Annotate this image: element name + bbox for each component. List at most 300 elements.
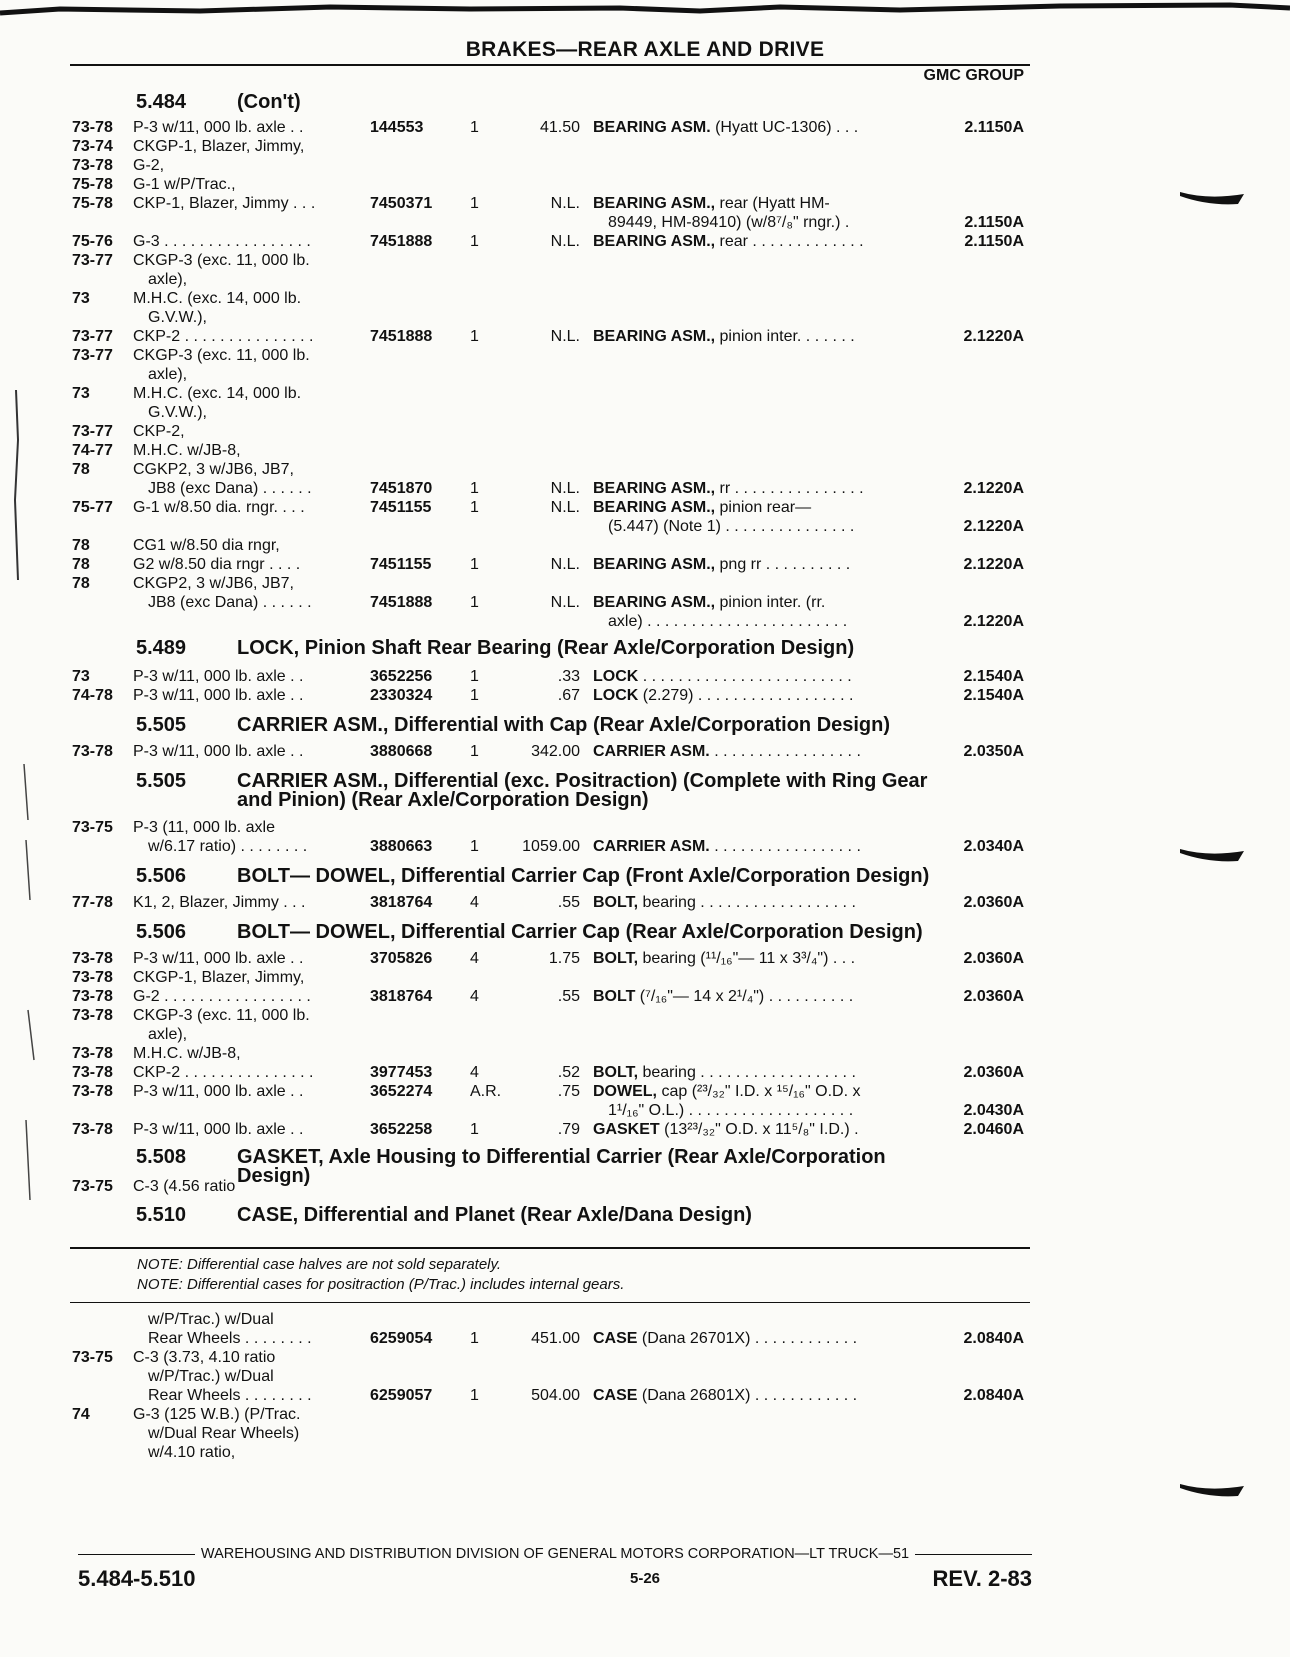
parts-row <box>0 327 1290 347</box>
row-group-code: 2.1150A <box>964 119 1024 136</box>
parts-row <box>0 479 1290 499</box>
row-application: G-2, <box>133 157 165 174</box>
row-description <box>593 1063 856 1083</box>
parts-row <box>0 403 1290 423</box>
row-application: P-3 w/11, 000 lb. axle . . <box>133 950 304 967</box>
row-application: CKGP-1, Blazer, Jimmy, <box>133 138 305 155</box>
parts-row <box>0 422 1290 442</box>
row-description <box>593 742 861 762</box>
description-item: CARRIER ASM. <box>593 838 710 855</box>
description-item: BEARING ASM., <box>593 195 716 212</box>
section-title: LOCK, Pinion Shaft Rear Bearing (Rear Axle/Corporation Design) <box>237 637 855 659</box>
row-quantity: 1 <box>470 743 479 760</box>
parts-row <box>0 346 1290 366</box>
parts-row <box>0 1025 1290 1045</box>
row-application: P-3 w/11, 000 lb. axle . . <box>133 668 304 685</box>
row-application: G.V.W.), <box>148 404 207 421</box>
row-description <box>593 194 830 214</box>
parts-row <box>0 1405 1290 1425</box>
row-description <box>593 232 864 252</box>
parts-row <box>0 498 1290 518</box>
section-number: 5.508 <box>136 1146 187 1168</box>
row-application: Rear Wheels . . . . . . . . <box>148 1330 312 1347</box>
row-year: 73-78 <box>72 1121 113 1138</box>
row-group-code: 2.0430A <box>963 1102 1024 1119</box>
description-item: LOCK <box>593 687 639 704</box>
row-year: 75-76 <box>72 233 113 250</box>
parts-row <box>0 1443 1290 1463</box>
row-quantity: 1 <box>470 328 479 345</box>
row-application: CKGP-3 (exc. 11, 000 lb. <box>133 252 310 269</box>
row-year: 73 <box>72 668 90 685</box>
parts-row <box>0 1310 1290 1330</box>
note-line: NOTE: Differential cases for positraction (P/Trac.) includes internal gears. <box>137 1276 625 1293</box>
description-detail: (13²³/₃₂" O.D. x 11⁵/₈" I.D.) . <box>659 1121 859 1138</box>
description-item: BEARING ASM., <box>593 233 716 250</box>
parts-row <box>0 156 1290 176</box>
row-year: 75-77 <box>72 499 113 516</box>
description-item: BEARING ASM., <box>593 594 716 611</box>
row-price: 1059.00 <box>522 838 580 855</box>
row-part-number: 6259054 <box>370 1330 433 1347</box>
row-price: N.L. <box>550 480 580 497</box>
scan-margin-mark <box>6 380 26 600</box>
row-part-number: 3818764 <box>370 894 433 911</box>
section-number: 5.484 <box>136 91 187 113</box>
row-application: w/Dual Rear Wheels) <box>148 1425 300 1442</box>
parts-row <box>0 686 1290 706</box>
row-description <box>593 1329 857 1349</box>
parts-row <box>0 1006 1290 1026</box>
footer-range: 5.484-5.510 <box>78 1566 196 1591</box>
row-price: .75 <box>557 1083 580 1100</box>
row-year: 73-78 <box>72 988 113 1005</box>
row-part-number: 6259057 <box>370 1387 433 1404</box>
row-year: 73-75 <box>72 819 113 836</box>
row-group-code: 2.1220A <box>963 556 1024 573</box>
description-detail: rear . . . . . . . . . . . . . <box>715 233 864 250</box>
section-number: 5.510 <box>136 1204 187 1226</box>
row-part-number: 7451888 <box>370 233 433 250</box>
description-detail: 1¹/₁₆" O.L.) . . . . . . . . . . . . . . . . . . . <box>608 1102 854 1119</box>
row-year: 73-75 <box>72 1178 113 1195</box>
row-part-number: 7451155 <box>370 499 432 516</box>
parts-row <box>0 1101 1290 1121</box>
binder-tab-mark <box>1178 1478 1248 1500</box>
description-item: BEARING ASM., <box>593 328 716 345</box>
row-year: 78 <box>72 556 90 573</box>
row-description <box>608 517 854 537</box>
footer-rule <box>915 1554 1032 1555</box>
row-price: .55 <box>557 988 580 1005</box>
row-part-number: 3880668 <box>370 743 433 760</box>
scan-edge-mark <box>0 0 1290 18</box>
description-detail: . . . . . . . . . . . . . . . . . <box>709 838 861 855</box>
row-application: P-3 w/11, 000 lb. axle . . <box>133 1121 304 1138</box>
row-application: M.H.C. (exc. 14, 000 lb. <box>133 385 302 402</box>
row-part-number: 3652256 <box>370 668 433 685</box>
row-year: 73-74 <box>72 138 113 155</box>
section-number: 5.506 <box>136 865 187 887</box>
parts-row <box>0 612 1290 632</box>
row-price: .52 <box>557 1064 580 1081</box>
parts-row <box>0 270 1290 290</box>
row-group-code: 2.0340A <box>963 838 1024 855</box>
row-application: axle), <box>148 366 188 383</box>
binder-tab-mark <box>1178 843 1248 865</box>
parts-row <box>0 536 1290 556</box>
row-description <box>593 1120 859 1140</box>
row-application: C-3 (3.73, 4.10 ratio <box>133 1349 276 1366</box>
section-number: 5.505 <box>136 714 187 736</box>
row-price: 41.50 <box>539 119 580 136</box>
row-quantity: 1 <box>470 668 479 685</box>
row-application: CKGP-3 (exc. 11, 000 lb. <box>133 1007 310 1024</box>
row-part-number: 2330324 <box>370 687 433 704</box>
row-description <box>593 987 853 1007</box>
row-group-code: 2.0360A <box>963 894 1024 911</box>
row-quantity: 4 <box>470 894 479 911</box>
section-title: GASKET, Axle Housing to Differential Carrier (Rear Axle/Corporation <box>237 1146 886 1168</box>
row-application: M.H.C. w/JB-8, <box>133 442 241 459</box>
note-rule-top <box>70 1247 1030 1249</box>
row-year: 74-78 <box>72 687 113 704</box>
parts-row <box>0 232 1290 252</box>
row-year: 74 <box>72 1406 90 1423</box>
note-line: NOTE: Differential case halves are not sold separately. <box>137 1256 502 1273</box>
description-item: BOLT, <box>593 894 639 911</box>
row-quantity: 1 <box>470 119 479 136</box>
section-number: 5.489 <box>136 637 187 659</box>
parts-row <box>0 667 1290 687</box>
parts-row <box>0 365 1290 385</box>
row-application: w/P/Trac.) w/Dual <box>148 1368 274 1385</box>
description-item: BOLT, <box>593 1064 639 1081</box>
parts-row <box>0 987 1290 1007</box>
row-application: w/6.17 ratio) . . . . . . . . <box>148 838 308 855</box>
row-application: G-3 . . . . . . . . . . . . . . . . . <box>133 233 311 250</box>
row-year: 73-78 <box>72 1045 113 1062</box>
description-item: CARRIER ASM. <box>593 743 710 760</box>
row-quantity: 1 <box>470 556 479 573</box>
section-title: BOLT— DOWEL, Differential Carrier Cap (Front Axle/Corporation Design) <box>237 865 930 887</box>
description-item: BEARING ASM., <box>593 499 716 516</box>
row-group-code: 2.0360A <box>963 988 1024 1005</box>
description-item: BEARING ASM. <box>593 119 711 136</box>
footer-rule <box>78 1554 195 1555</box>
row-application: JB8 (exc Dana) . . . . . . <box>148 480 312 497</box>
row-part-number: 3818764 <box>370 988 433 1005</box>
row-price: N.L. <box>550 195 580 212</box>
parts-row <box>0 1367 1290 1387</box>
parts-row <box>0 968 1290 988</box>
row-price: N.L. <box>550 233 580 250</box>
row-quantity: 1 <box>470 1387 479 1404</box>
section-title: CARRIER ASM., Differential with Cap (Rear Axle/Corporation Design) <box>237 714 891 736</box>
parts-row <box>0 1329 1290 1349</box>
section-title: (Con't) <box>237 91 301 113</box>
row-application: P-3 w/11, 000 lb. axle . . <box>133 1083 304 1100</box>
row-quantity: 1 <box>470 594 479 611</box>
row-application: G2 w/8.50 dia rngr . . . . <box>133 556 301 573</box>
row-part-number: 3652274 <box>370 1083 433 1100</box>
description-detail: png rr . . . . . . . . . . <box>715 556 851 573</box>
description-detail: . . . . . . . . . . . . . . . . . . . . . . . . <box>638 668 852 685</box>
row-group-code: 2.1150A <box>964 233 1024 250</box>
description-detail: pinion inter. . . . . . . <box>715 328 855 345</box>
row-year: 73-78 <box>72 157 113 174</box>
section-title: BOLT— DOWEL, Differential Carrier Cap (Rear Axle/Corporation Design) <box>237 921 923 943</box>
binder-tab-mark <box>1178 186 1248 208</box>
row-quantity: A.R. <box>470 1083 502 1100</box>
description-item: BOLT, <box>593 950 639 967</box>
row-description <box>593 893 856 913</box>
header-rule <box>70 64 1030 66</box>
row-year: 73-77 <box>72 347 113 364</box>
description-detail: (⁷/₁₆"— 14 x 2¹/₄") . . . . . . . . . . <box>635 988 854 1005</box>
row-group-code: 2.0840A <box>963 1330 1024 1347</box>
row-quantity: 4 <box>470 1064 479 1081</box>
parts-row <box>0 555 1290 575</box>
row-year: 73-78 <box>72 950 113 967</box>
row-description <box>593 498 811 518</box>
row-group-code: 2.1220A <box>963 613 1024 630</box>
scan-margin-mark <box>6 760 36 1260</box>
row-part-number: 7451888 <box>370 328 433 345</box>
description-detail: rear (Hyatt HM- <box>715 195 830 212</box>
row-application: P-3 w/11, 000 lb. axle . . <box>133 119 304 136</box>
row-description <box>593 479 864 499</box>
parts-row <box>0 837 1290 857</box>
row-group-code: 2.1540A <box>963 687 1024 704</box>
parts-row <box>0 517 1290 537</box>
description-detail: (2.279) . . . . . . . . . . . . . . . . . . <box>638 687 854 704</box>
row-application: G-2 . . . . . . . . . . . . . . . . . <box>133 988 311 1005</box>
row-price: N.L. <box>550 594 580 611</box>
row-application: w/P/Trac.) w/Dual <box>148 1311 274 1328</box>
parts-row <box>0 1044 1290 1064</box>
row-part-number: 3977453 <box>370 1064 433 1081</box>
row-description <box>593 686 854 706</box>
description-item: LOCK <box>593 668 639 685</box>
description-detail: (Dana 26701X) . . . . . . . . . . . . <box>637 1330 858 1347</box>
row-quantity: 1 <box>470 499 479 516</box>
row-application: CGKP2, 3 w/JB6, JB7, <box>133 461 294 478</box>
row-quantity: 1 <box>470 480 479 497</box>
row-year: 73-78 <box>72 1064 113 1081</box>
row-description <box>593 1386 857 1406</box>
description-detail: (Hyatt UC-1306) . . . <box>710 119 859 136</box>
description-item: GASKET <box>593 1121 660 1138</box>
parts-row <box>0 1063 1290 1083</box>
section-title: CASE, Differential and Planet (Rear Axle/Dana Design) <box>237 1204 752 1226</box>
row-group-code: 2.1220A <box>963 480 1024 497</box>
row-part-number: 3880663 <box>370 838 433 855</box>
description-detail: rr . . . . . . . . . . . . . . . <box>715 480 864 497</box>
row-application: K1, 2, Blazer, Jimmy . . . <box>133 894 306 911</box>
row-application: G-1 w/P/Trac., <box>133 176 236 193</box>
row-application: Rear Wheels . . . . . . . . <box>148 1387 312 1404</box>
description-item: BOLT <box>593 988 636 1005</box>
row-year: 75-78 <box>72 195 113 212</box>
row-quantity: 1 <box>470 687 479 704</box>
row-price: .67 <box>557 687 580 704</box>
row-application: M.H.C. w/JB-8, <box>133 1045 241 1062</box>
footer-division <box>78 1546 1032 1562</box>
parts-row <box>0 893 1290 913</box>
parts-row <box>0 1424 1290 1444</box>
page-title: BRAKES—REAR AXLE AND DRIVE <box>465 38 825 61</box>
row-price: .55 <box>557 894 580 911</box>
description-item: BEARING ASM., <box>593 480 716 497</box>
row-part-number: 3705826 <box>370 950 433 967</box>
row-year: 73-78 <box>72 119 113 136</box>
row-application: G.V.W.), <box>148 309 207 326</box>
row-quantity: 1 <box>470 195 479 212</box>
section-number: 5.505 <box>136 770 187 792</box>
row-part-number: 7451870 <box>370 480 433 497</box>
row-part-number: 144553 <box>370 119 424 136</box>
description-item: BEARING ASM., <box>593 556 716 573</box>
parts-row <box>0 1348 1290 1368</box>
row-application: CKP-2 . . . . . . . . . . . . . . . <box>133 328 314 345</box>
row-application: CKGP-1, Blazer, Jimmy, <box>133 969 305 986</box>
description-item: DOWEL, <box>593 1083 657 1100</box>
row-year: 73 <box>72 385 90 402</box>
row-description <box>593 837 861 857</box>
row-quantity: 1 <box>470 1330 479 1347</box>
description-detail: 89449, HM-89410) (w/8⁷/₈" rngr.) . <box>608 214 850 231</box>
row-group-code: 2.1540A <box>963 668 1024 685</box>
description-detail: bearing . . . . . . . . . . . . . . . . . . <box>638 1064 856 1081</box>
row-year: 73-77 <box>72 423 113 440</box>
row-description <box>593 555 850 575</box>
parts-row <box>0 251 1290 271</box>
description-detail: pinion rear— <box>715 499 812 516</box>
row-group-code: 2.0360A <box>963 950 1024 967</box>
row-application: CKGP2, 3 w/JB6, JB7, <box>133 575 294 592</box>
row-year: 73-78 <box>72 969 113 986</box>
description-item: CASE <box>593 1387 638 1404</box>
description-detail: cap (²³/₃₂" I.D. x ¹⁵/₁₆" O.D. x <box>657 1083 861 1100</box>
parts-row <box>0 289 1290 309</box>
row-quantity: 4 <box>470 988 479 1005</box>
parts-row <box>0 175 1290 195</box>
row-application: G-1 w/8.50 dia. rngr. . . . <box>133 499 305 516</box>
footer-division-text: WAREHOUSING AND DISTRIBUTION DIVISION OF GENERAL MOTORS CORPORATION—LT TRUCK—51 <box>200 1546 910 1562</box>
row-year: 73-77 <box>72 328 113 345</box>
row-price: N.L. <box>550 328 580 345</box>
parts-row <box>0 118 1290 138</box>
row-year: 73-78 <box>72 1007 113 1024</box>
parts-row <box>0 441 1290 461</box>
row-price: 451.00 <box>531 1330 580 1347</box>
row-application: axle), <box>148 271 188 288</box>
row-year: 74-77 <box>72 442 113 459</box>
row-description <box>608 612 847 632</box>
description-detail: bearing . . . . . . . . . . . . . . . . . . <box>638 894 856 911</box>
row-quantity: 1 <box>470 1121 479 1138</box>
row-group-code: 2.1220A <box>963 518 1024 535</box>
row-year: 77-78 <box>72 894 113 911</box>
row-part-number: 7451888 <box>370 594 433 611</box>
row-description <box>593 327 855 347</box>
row-group-code: 2.1220A <box>963 328 1024 345</box>
row-application: CG1 w/8.50 dia rngr, <box>133 537 280 554</box>
row-quantity: 1 <box>470 838 479 855</box>
parts-row <box>0 949 1290 969</box>
row-description <box>608 213 849 233</box>
row-group-code: 2.0840A <box>963 1387 1024 1404</box>
section-title: CARRIER ASM., Differential (exc. Positraction) (Complete with Ring Gear <box>237 770 928 792</box>
group-label: GMC GROUP <box>923 67 1024 84</box>
parts-row <box>0 308 1290 328</box>
row-year: 73-78 <box>72 1083 113 1100</box>
description-detail: bearing (¹¹/₁₆"— 11 x 3³/₄") . . . <box>638 950 856 967</box>
row-year: 73 <box>72 290 90 307</box>
row-price: 1.75 <box>548 950 580 967</box>
description-detail: axle) . . . . . . . . . . . . . . . . . . . . . . . <box>608 613 848 630</box>
parts-row <box>0 742 1290 762</box>
row-application: M.H.C. (exc. 14, 000 lb. <box>133 290 302 307</box>
description-detail: (Dana 26801X) . . . . . . . . . . . . <box>637 1387 858 1404</box>
row-group-code: 2.1150A <box>964 214 1024 231</box>
row-description <box>608 1101 853 1121</box>
row-description <box>593 949 855 969</box>
row-price: N.L. <box>550 499 580 516</box>
row-application: CKP-2 . . . . . . . . . . . . . . . <box>133 1064 314 1081</box>
row-application: P-3 w/11, 000 lb. axle . . <box>133 743 304 760</box>
row-application: G-3 (125 W.B.) (P/Trac. <box>133 1406 301 1423</box>
row-description <box>593 118 858 138</box>
section-title-line2: and Pinion) (Rear Axle/Corporation Design) <box>237 789 649 811</box>
row-price: 342.00 <box>531 743 580 760</box>
row-year: 73-77 <box>72 252 113 269</box>
row-group-code: 2.0460A <box>963 1121 1024 1138</box>
row-group-code: 2.0360A <box>963 1064 1024 1081</box>
row-application: CKP-2, <box>133 423 185 440</box>
row-part-number: 7451155 <box>370 556 432 573</box>
description-detail: . . . . . . . . . . . . . . . . . <box>709 743 861 760</box>
row-price: N.L. <box>550 556 580 573</box>
row-application: P-3 w/11, 000 lb. axle . . <box>133 687 304 704</box>
row-price: 504.00 <box>531 1387 580 1404</box>
row-year: 78 <box>72 537 90 554</box>
row-application: axle), <box>148 1026 188 1043</box>
row-price: .79 <box>557 1121 580 1138</box>
row-year: 78 <box>72 575 90 592</box>
parts-row <box>0 574 1290 594</box>
description-detail: pinion inter. (rr. <box>715 594 826 611</box>
row-quantity: 1 <box>470 233 479 250</box>
row-application: CKGP-3 (exc. 11, 000 lb. <box>133 347 310 364</box>
section-title-line2: Design) <box>237 1165 311 1187</box>
row-year: 75-78 <box>72 176 113 193</box>
parts-row <box>0 1177 1290 1197</box>
parts-row <box>0 213 1290 233</box>
parts-row <box>0 384 1290 404</box>
row-year: 73-78 <box>72 743 113 760</box>
parts-row <box>0 1082 1290 1102</box>
parts-row <box>0 1120 1290 1140</box>
row-price: .33 <box>557 668 580 685</box>
row-application: CKP-1, Blazer, Jimmy . . . <box>133 195 316 212</box>
row-part-number: 3652258 <box>370 1121 433 1138</box>
parts-row <box>0 1386 1290 1406</box>
row-year: 73-75 <box>72 1349 113 1366</box>
row-application: P-3 (11, 000 lb. axle <box>133 819 276 836</box>
description-item: CASE <box>593 1330 638 1347</box>
